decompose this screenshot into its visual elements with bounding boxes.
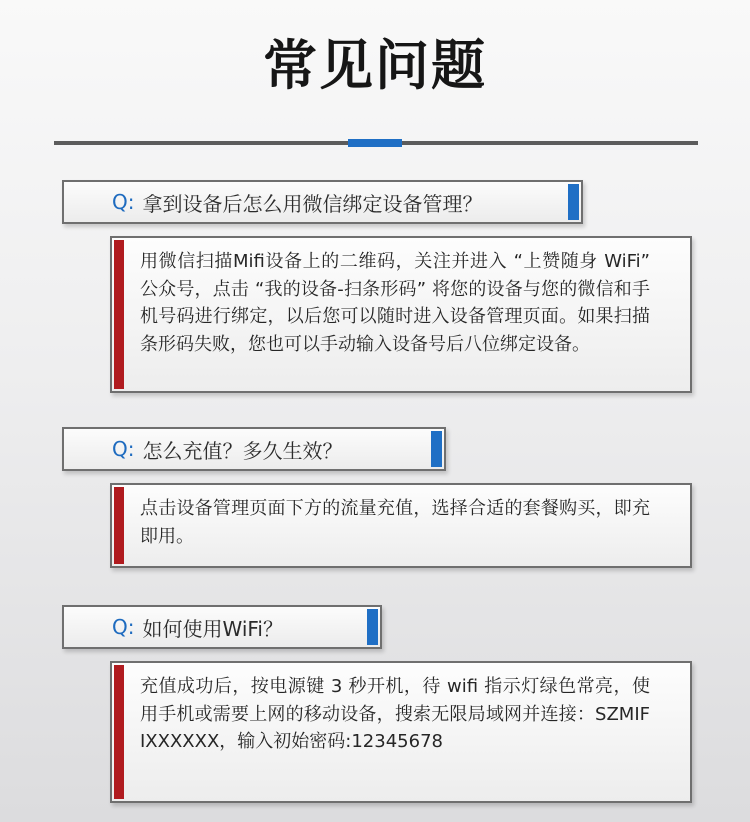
faq-answer-3	[110, 661, 692, 803]
answer-text: 用微信扫描Mifi设备上的二维码，关注并进入 “上赞随身 WiFi” 公众号，点击 “我的设备-扫条形码” 将您的设备与您的微信和手机号码进行绑定，以后您可以随时进入设备管理页面。如果扫描条形码失败，您也可以手动输入设备号后八位绑定设备。	[140, 251, 650, 355]
question-accent-bar	[431, 431, 442, 467]
answer-text: 点击设备管理页面下方的流量充值，选择合适的套餐购买，即充即用。	[140, 498, 650, 547]
q-mark: Q:	[112, 190, 135, 214]
question-text: 拿到设备后怎么用微信绑定设备管理？	[142, 191, 483, 216]
title-divider-accent	[348, 139, 402, 147]
answer-accent-bar	[114, 487, 124, 564]
faq-answer-2	[110, 483, 692, 568]
answer-accent-bar	[114, 665, 124, 799]
q-mark: Q:	[112, 437, 135, 461]
faq-answer-1	[110, 236, 692, 393]
answer-text: 充值成功后，按电源键 3 秒开机，待 wifi 指示灯绿色常亮，使用手机或需要上网的移动设备，搜索无限局域网并连接：SZMIFIXXXXXX，输入初始密码:12345678	[140, 676, 650, 752]
question-accent-bar	[367, 609, 378, 645]
question-text: 怎么充值？多久生效？	[142, 438, 343, 463]
answer-accent-bar	[114, 240, 124, 389]
faq-question-2	[62, 427, 446, 471]
page-title: 常见问题	[263, 34, 487, 97]
q-mark: Q:	[112, 615, 135, 639]
faq-question-3	[62, 605, 382, 649]
faq-question-1	[62, 180, 583, 224]
question-text: 如何使用WiFi？	[142, 616, 283, 641]
question-accent-bar	[568, 184, 579, 220]
